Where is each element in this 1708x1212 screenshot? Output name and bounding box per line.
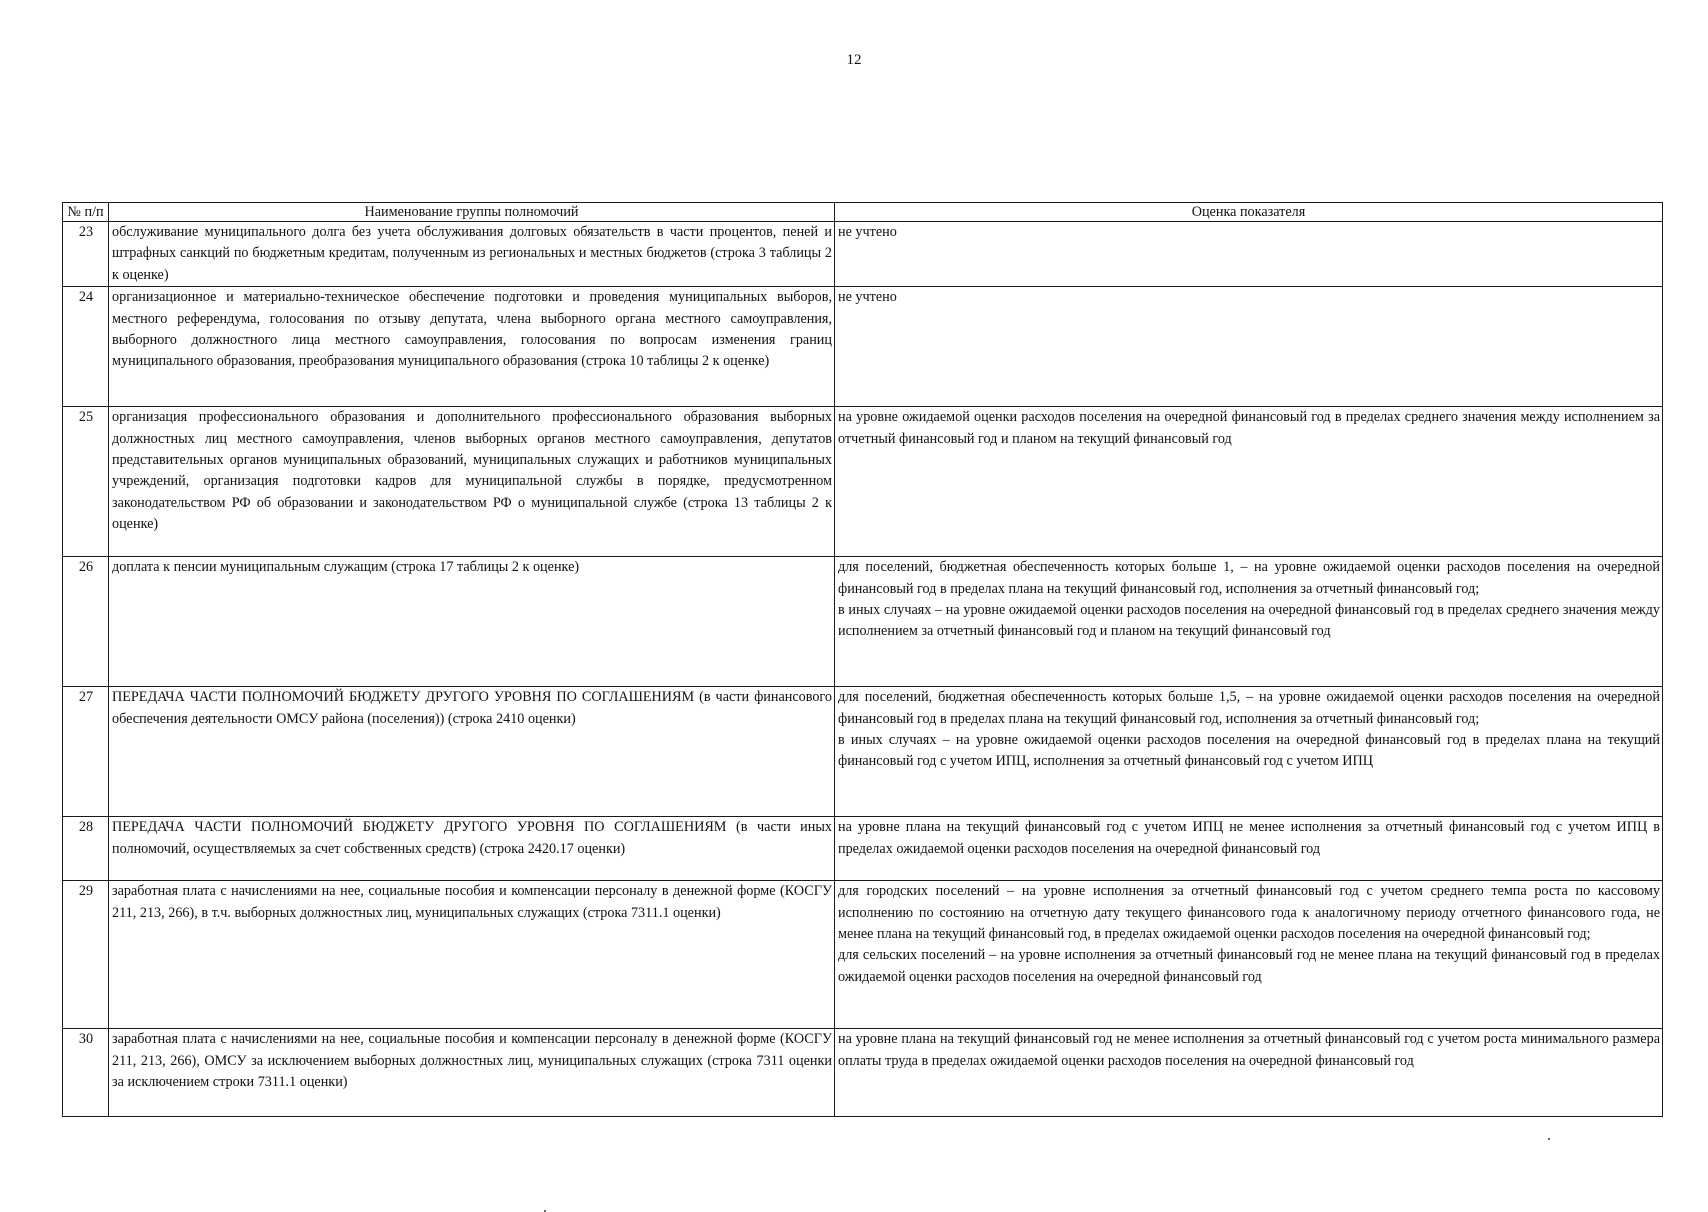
authority-evaluation-table [62,202,1663,1117]
evaluation-paragraph: на уровне плана на текущий финансовый год не менее исполнения за отчетный финансовый год с учетом роста минимального размера оплаты труда в пределах ожидаемой оценки расходов поселения на очередной финансовый год [838,1031,1660,1069]
evaluation-paragraph: для сельских поселений – на уровне исполнения за отчетный финансовый год не менее плана на текущий финансовый год в пределах ожидаемой оценки расходов поселения на очередной финансовый год [838,947,1660,985]
table-row [63,287,1663,407]
row-number: 29 [63,881,109,1029]
indicator-evaluation [835,1029,1663,1117]
indicator-evaluation [835,881,1663,1029]
row-number: 23 [63,222,109,287]
authority-group-name: ПЕРЕДАЧА ЧАСТИ ПОЛНОМОЧИЙ БЮДЖЕТУ ДРУГОГО УРОВНЯ ПО СОГЛАШЕНИЯМ (в части финансового обеспечения деятельности ОМСУ района (поселения)) (строка 2410 оценки) [109,687,835,817]
row-number: 27 [63,687,109,817]
scan-speck [1548,1138,1550,1140]
row-number: 30 [63,1029,109,1117]
evaluation-paragraph: на уровне плана на текущий финансовый год с учетом ИПЦ не менее исполнения за отчетный финансовый год с учетом ИПЦ в пределах ожидаемой оценки расходов поселения на очередной финансовый год [838,819,1660,857]
indicator-evaluation [835,287,1663,407]
table-row [63,817,1663,881]
authority-group-name: организация профессионального образования и дополнительного профессионального образования выборных должностных лиц местного самоуправления, членов выборных органов местного самоуправления, депутатов представительных органов муниципальных образований, муниципальных служащих и работников муниципальных учреждений, организация подготовки кадров для муниципальной службы в порядке, предусмотренном законодательством РФ об образовании и законодательством РФ о муниципальной службе (строка 13 таблицы 2 к оценке) [109,407,835,557]
row-number: 28 [63,817,109,881]
evaluation-paragraph: в иных случаях – на уровне ожидаемой оценки расходов поселения на очередной финансовый год в пределах плана на текущий финансовый год с учетом ИПЦ, исполнения за отчетный финансовый год с учетом ИПЦ [838,732,1660,770]
table-row [63,1029,1663,1117]
authority-group-name: заработная плата с начислениями на нее, социальные пособия и компенсации персоналу в денежной форме (КОСГУ 211, 213, 266), ОМСУ за исключением выборных должностных лиц, муниципальных служащих (строка 7311 оценки за исключением строки 7311.1 оценки) [109,1029,835,1117]
table-body [63,222,1663,1117]
header-number: № п/п [63,203,109,222]
evaluation-paragraph: в иных случаях – на уровне ожидаемой оценки расходов поселения на очередной финансовый год в пределах среднего значения между исполнением за отчетный финансовый год и планом на текущий финансовый год [838,602,1660,640]
indicator-evaluation [835,557,1663,687]
evaluation-paragraph: не учтено [838,289,897,306]
table-row [63,687,1663,817]
page-number: 12 [846,52,862,68]
indicator-evaluation [835,687,1663,817]
table-row [63,407,1663,557]
indicator-evaluation [835,222,1663,287]
authority-group-name: заработная плата с начислениями на нее, социальные пособия и компенсации персоналу в денежной форме (КОСГУ 211, 213, 266), в т.ч. выборных должностных лиц, муниципальных служащих (строка 7311.1 оценки) [109,881,835,1029]
table-row [63,222,1663,287]
table-header-row [63,203,1663,222]
table-row [63,557,1663,687]
table-row [63,881,1663,1029]
row-number: 24 [63,287,109,407]
row-number: 25 [63,407,109,557]
authority-group-name: ПЕРЕДАЧА ЧАСТИ ПОЛНОМОЧИЙ БЮДЖЕТУ ДРУГОГО УРОВНЯ ПО СОГЛАШЕНИЯМ (в части иных полномочий, осуществляемых за счет собственных средств) (строка 2420.17 оценки) [109,817,835,881]
indicator-evaluation [835,817,1663,881]
evaluation-paragraph: для поселений, бюджетная обеспеченность которых больше 1,5, – на уровне ожидаемой оценки расходов поселения на очередной финансовый год в пределах плана на текущий финансовый год, исполнения за отчетный финансовый год; [838,689,1660,727]
authority-group-name: обслуживание муниципального долга без учета обслуживания долговых обязательств в части процентов, пеней и штрафных санкций по бюджетным кредитам, полученным из региональных и местных бюджетов (строка 3 таблицы 2 к оценке) [109,222,835,287]
indicator-evaluation [835,407,1663,557]
authority-group-name: доплата к пенсии муниципальным служащим (строка 17 таблицы 2 к оценке) [109,557,835,687]
header-indicator-evaluation: Оценка показателя [835,203,1663,222]
evaluation-paragraph: на уровне ожидаемой оценки расходов поселения на очередной финансовый год в пределах среднего значения между исполнением за отчетный финансовый год и планом на текущий финансовый год [838,409,1660,447]
evaluation-paragraph: для поселений, бюджетная обеспеченность которых больше 1, – на уровне ожидаемой оценки расходов поселения на очередной финансовый год в пределах плана на текущий финансовый год, исполнения за отчетный финансовый год; [838,559,1660,597]
evaluation-paragraph: не учтено [838,224,897,240]
header-authority-group: Наименование группы полномочий [109,203,835,222]
row-number: 26 [63,557,109,687]
evaluation-paragraph: для городских поселений – на уровне исполнения за отчетный финансовый год с учетом среднего темпа роста по кассовому исполнению по состоянию на отчетную дату текущего финансового года к аналогичному периоду отчетного финансового года, не менее плана на текущий финансовый год, в пределах ожидаемой оценки расходов поселения на очередной финансовый год; [838,883,1660,943]
authority-group-name: организационное и материально-техническое обеспечение подготовки и проведения муниципальных выборов, местного референдума, голосования по отзыву депутата, члена выборного органа местного самоуправления, выборного должностного лица местного самоуправления, голосования по вопросам изменения границ муниципального образования, преобразования муниципального образования (строка 10 таблицы 2 к оценке) [109,287,835,407]
